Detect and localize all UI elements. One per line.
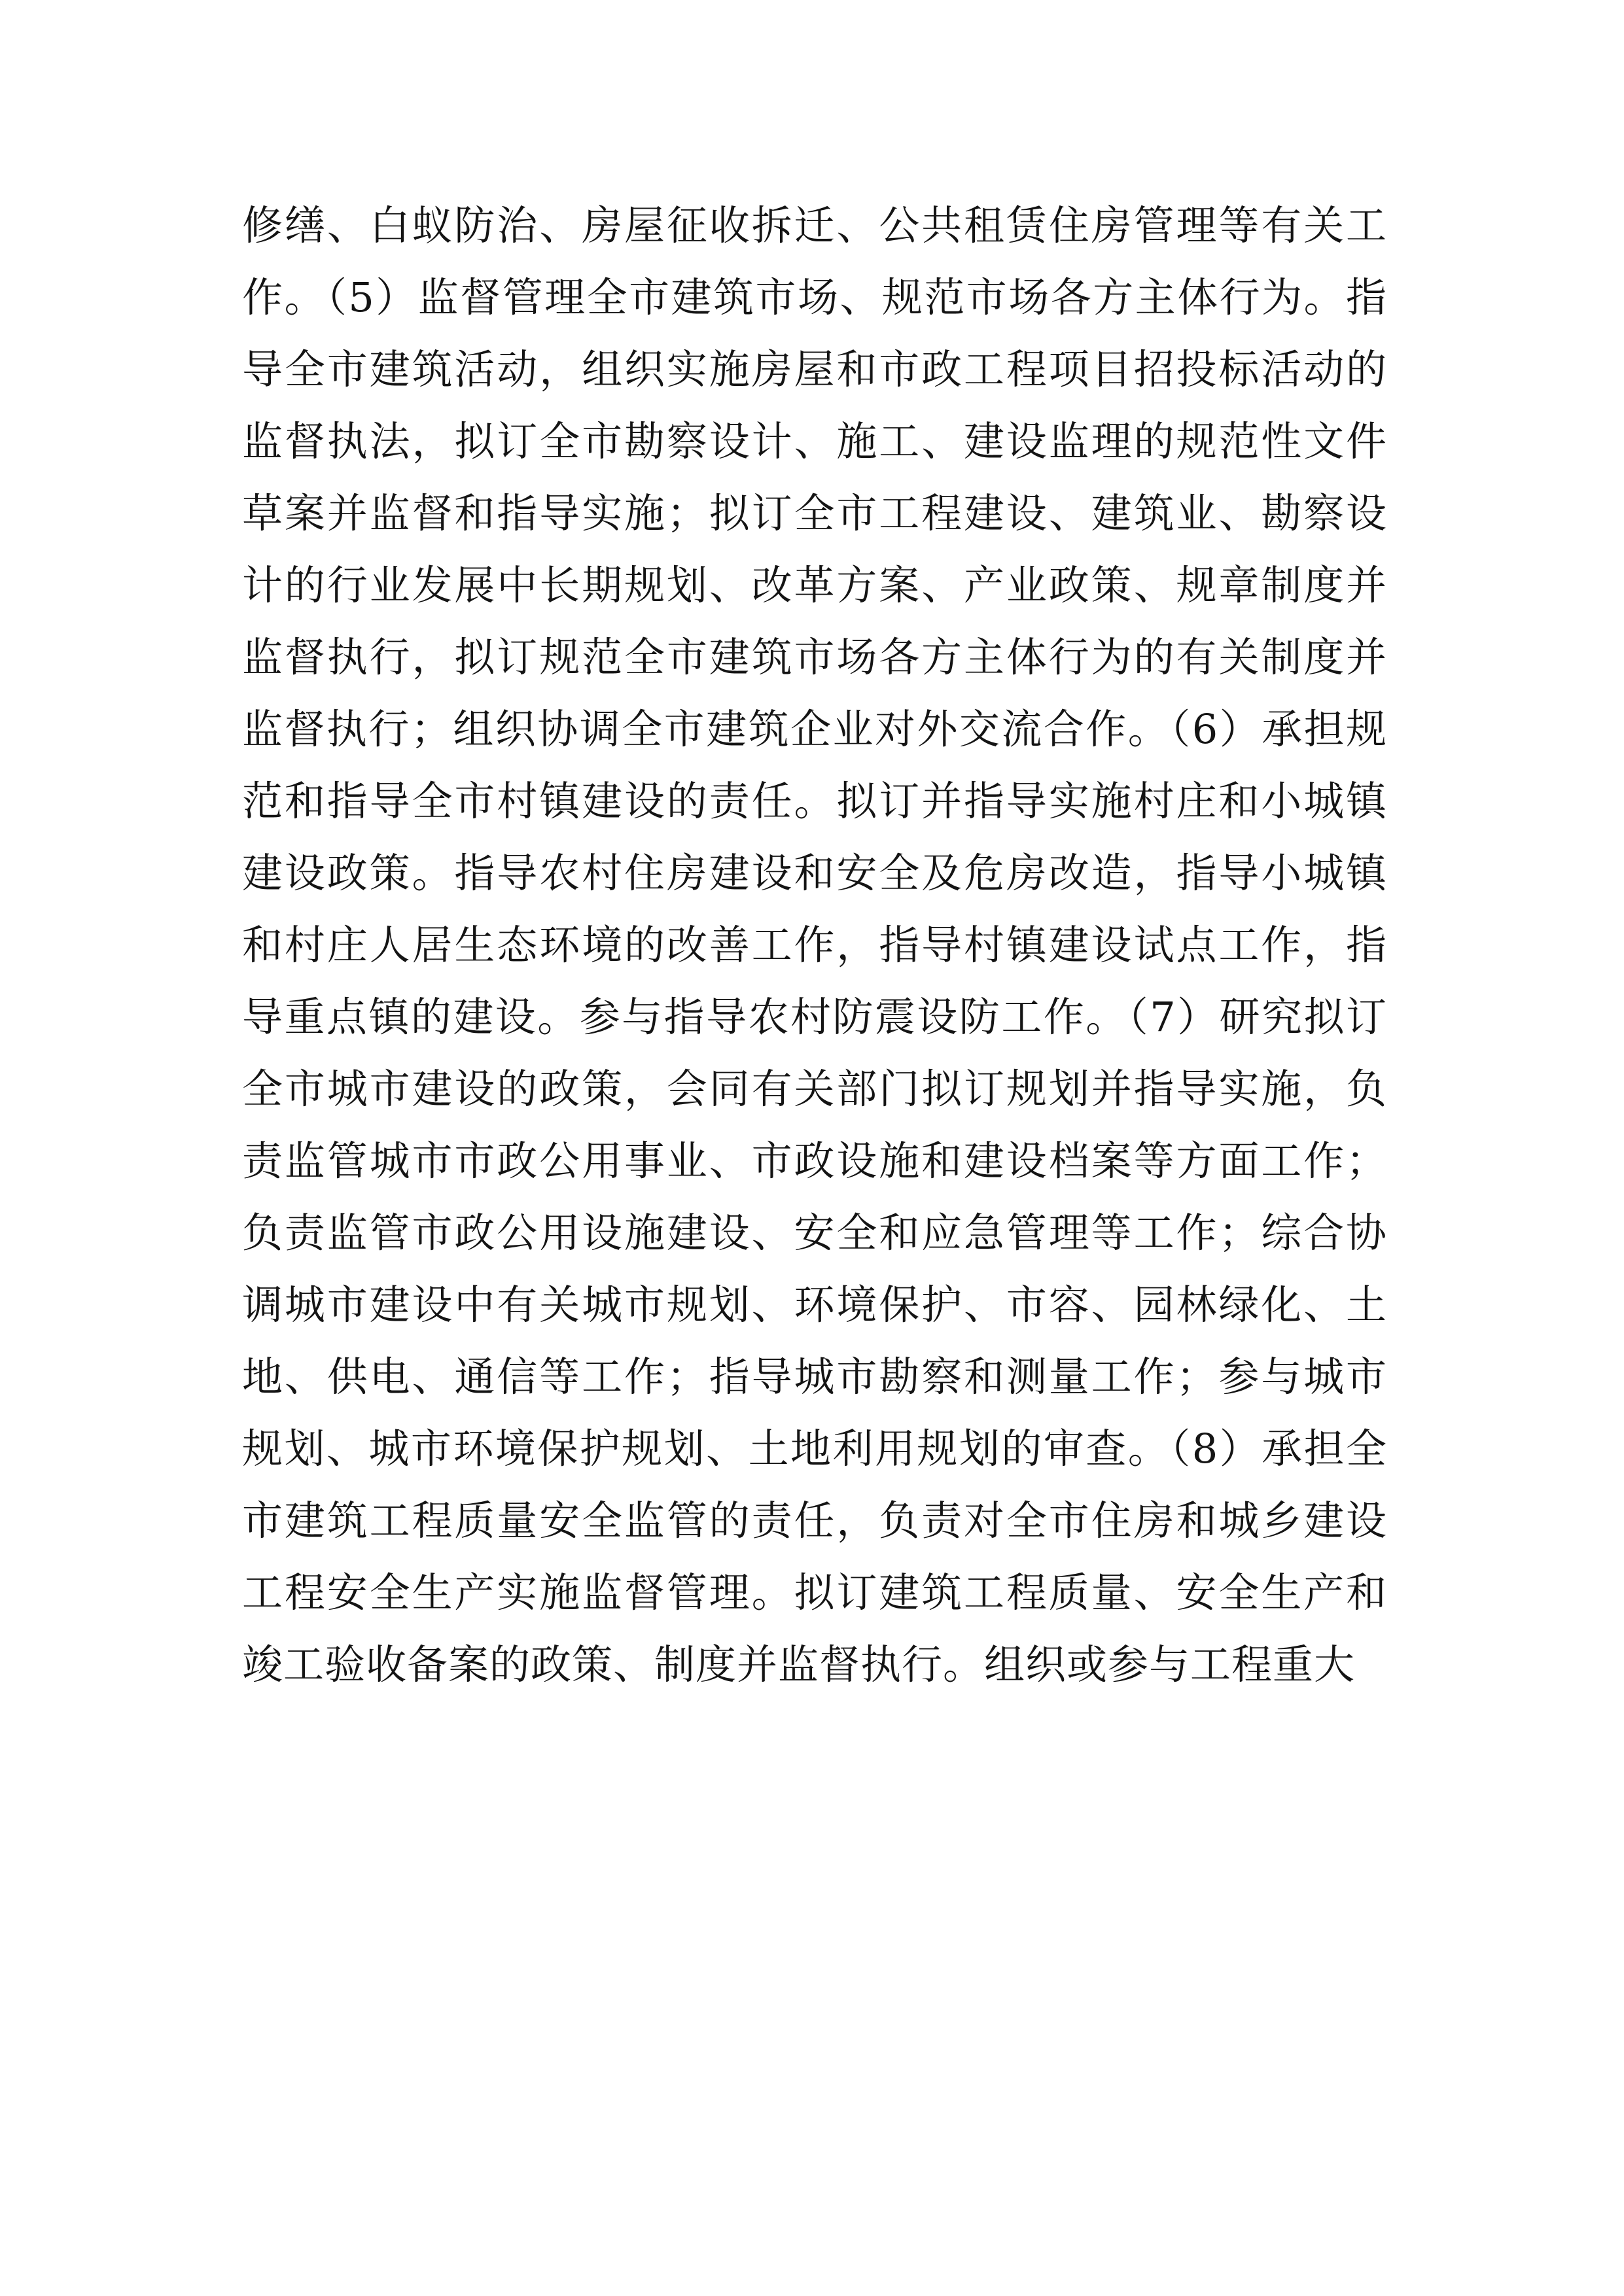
body-paragraph: 修缮、白蚁防治、房屋征收拆迁、公共租赁住房管理等有关工作。（5）监督管理全市建筑市场、规范市场各方主体行为。指导全市建筑活动，组织实施房屋和市政工程项目招投标活动的监督执法，拟订全市勘察设计、施工、建设监理的规范性文件草案并监督和指导实施；拟订全市工程建设、建筑业、勘察设计的行业发展中长期规划、改革方案、产业政策、规章制度并监督执行，拟订规范全市建筑市场各方主体行为的有关制度并监督执行；组织协调全市建筑企业对外交流合作。（6）承担规范和指导全市村镇建设的责任。拟订并指导实施村庄和小城镇建设政策。指导农村住房建设和安全及危房改造，指导小城镇和村庄人居生态环境的改善工作，指导村镇建设试点工作，指导重点镇的建设。参与指导农村防震设防工作。（7）研究拟订全市城市建设的政策，会同有关部门拟订规划并指导实施，负责监管城市市政公用事业、市政设施和建设档案等方面工作；负责监管市政公用设施建设、安全和应急管理等工作；综合协调城市建设中有关城市规划、环境保护、市容、园林绿化、土地、供电、通信等工作；指导城市勘察和测量工作；参与城市规划、城市环境保护规划、土地利用规划的审查。（8）承担全市建筑工程质量安全监管的责任，负责对全市住房和城乡建设工程安全生产实施监督管理。拟订建筑工程质量、安全生产和竣工验收备案的政策、制度并监督执行。组织或参与工程重大 [242,201,1387,1688]
document-text-block [242,190,1387,1701]
